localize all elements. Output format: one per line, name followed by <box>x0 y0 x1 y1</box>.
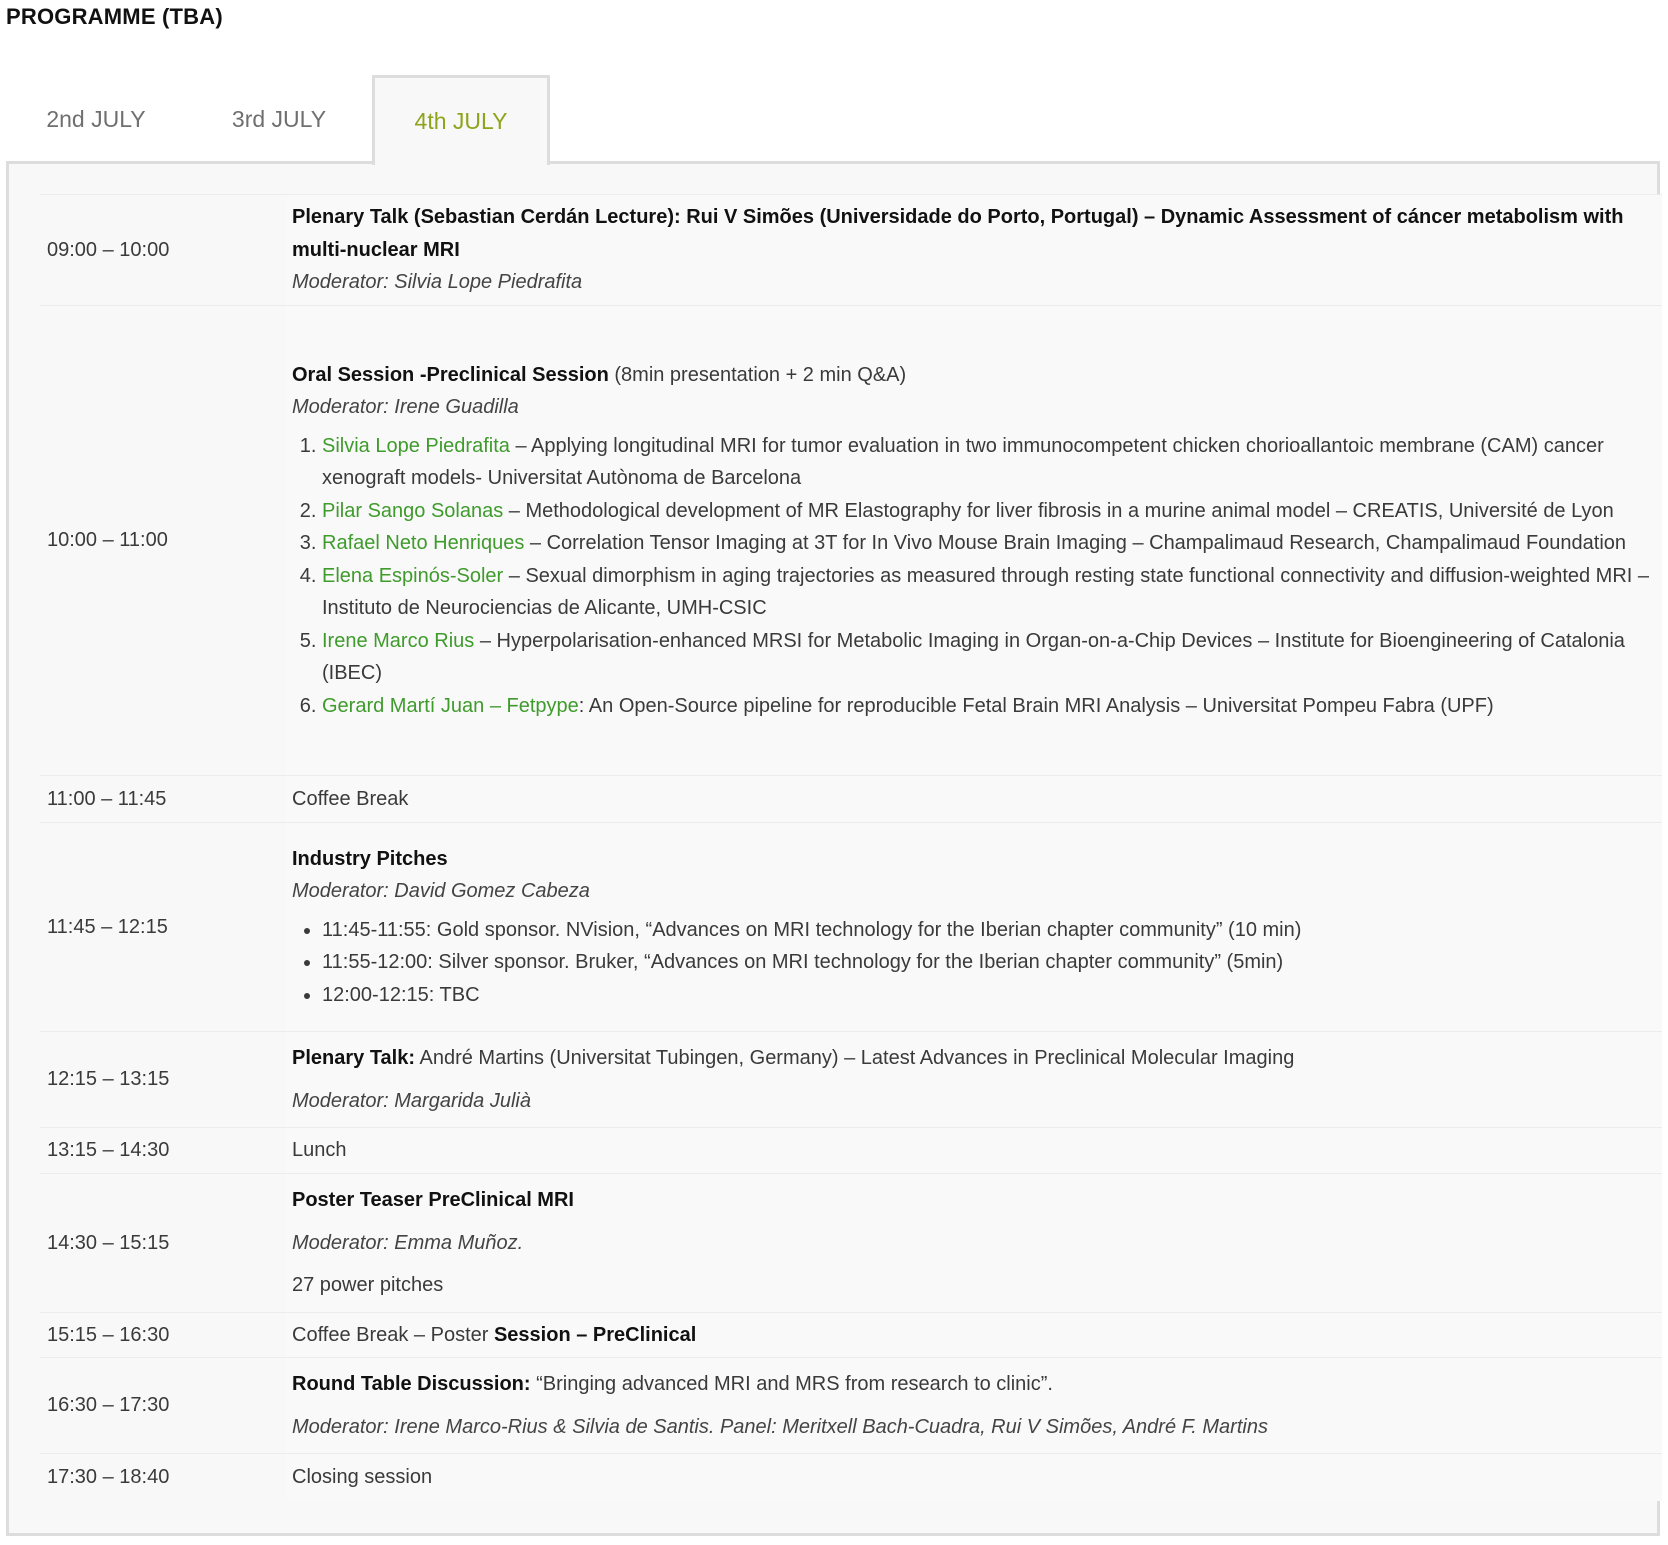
session-cell <box>286 195 1662 306</box>
session-bold-text: Session – PreClinical <box>493 1323 697 1346</box>
list-item: • 12:00-12:15: TBC <box>322 979 1652 1012</box>
list-item: • 11:55-12:00: Silver sponsor. Bruker, “Advances on MRI technology for the Iberian chapter community” (5min) <box>322 946 1652 979</box>
table-row <box>40 1358 1662 1454</box>
tab-2nd-july[interactable]: 2nd JULY <box>46 106 146 132</box>
page-title: PROGRAMME (TBA) <box>6 4 223 29</box>
list-item <box>322 560 1652 625</box>
time-cell: 12:15 – 13:15 <box>40 1032 286 1128</box>
session-cell <box>286 823 1662 1032</box>
speaker-link[interactable]: Gerard Martí Juan – Fetpype <box>322 694 579 717</box>
session-note: 27 power pitches <box>292 1274 444 1297</box>
speaker-link[interactable]: Irene Marco Rius <box>322 629 475 652</box>
session-text: Coffee Break <box>286 776 1662 823</box>
session-title-suffix: André Martins (Universitat Tubingen, Germany) – Latest Advances in Preclinical Molecular Imaging <box>415 1047 1295 1069</box>
time-cell: 11:45 – 12:15 <box>40 823 286 1032</box>
session-heading <box>292 359 1652 392</box>
moderator: Moderator: Silvia Lope Piedrafita <box>292 271 583 294</box>
table-row <box>40 823 1662 1032</box>
moderator: Moderator: Margarida Julià <box>292 1089 531 1112</box>
session-cell <box>286 1313 1662 1358</box>
talk-text: – Hyperpolarisation-enhanced MRSI for Metabolic Imaging in Organ-on-a-Chip Devices – Institute for Bioengineering of Catalonia (IBEC) <box>322 629 1625 685</box>
session-title-suffix: (8min presentation + 2 min Q&A) <box>608 363 907 386</box>
tab-3rd-july[interactable]: 3rd JULY <box>231 106 327 132</box>
session-title: Plenary Talk: <box>292 1047 416 1069</box>
time-cell: 10:00 – 11:00 <box>40 306 286 776</box>
talk-text: – Correlation Tensor Imaging at 3T for In Vivo Mouse Brain Imaging – Champalimaud Research, Champalimaud Foundation <box>524 532 1627 555</box>
list-item: • 11:45-11:55: Gold sponsor. NVision, “Advances on MRI technology for the Iberian chapter community” (10 min) <box>322 914 1652 947</box>
table-row <box>40 1032 1662 1128</box>
table-row <box>40 776 1662 823</box>
talk-text: – Methodological development of MR Elastography for liver fibrosis in a murine animal model – CREATIS, Université de Lyon <box>503 499 1614 522</box>
table-row <box>40 1313 1662 1358</box>
tab-4th-july-active[interactable]: 4th JULY <box>372 75 550 165</box>
session-title: Poster Teaser PreClinical MRI <box>292 1189 574 1212</box>
time-cell: 14:30 – 15:15 <box>40 1174 286 1313</box>
moderator: Moderator: Irene Marco-Rius & Silvia de Santis. Panel: Meritxell Bach-Cuadra, Rui V Simões, André F. Martins <box>292 1415 1268 1438</box>
session-text: Lunch <box>286 1128 1662 1174</box>
speaker-link[interactable]: Silvia Lope Piedrafita <box>322 434 510 457</box>
moderator: Moderator: Irene Guadilla <box>292 396 519 419</box>
time-cell: 09:00 – 10:00 <box>40 195 286 306</box>
session-heading <box>292 1368 1652 1401</box>
speaker-link[interactable]: Rafael Neto Henriques <box>322 532 525 555</box>
list-item <box>322 690 1652 723</box>
session-cell <box>286 306 1662 776</box>
pitch-list <box>292 914 1652 1012</box>
time-cell: 13:15 – 14:30 <box>40 1128 286 1174</box>
session-text: Coffee Break – Poster <box>292 1323 494 1346</box>
session-title: Round Table Discussion: <box>292 1373 531 1395</box>
table-row <box>40 1128 1662 1174</box>
time-cell: 11:00 – 11:45 <box>40 776 286 823</box>
moderator: Moderator: Emma Muñoz. <box>292 1231 524 1254</box>
day-tabs <box>6 75 550 164</box>
session-cell <box>286 1174 1662 1313</box>
speaker-link[interactable]: Elena Espinós-Soler <box>322 564 504 587</box>
speaker-link[interactable]: Pilar Sango Solanas <box>322 499 504 522</box>
moderator: Moderator: David Gomez Cabeza <box>292 880 590 903</box>
schedule-table <box>40 194 1662 1501</box>
time-cell: 16:30 – 17:30 <box>40 1358 286 1454</box>
list-item <box>322 625 1652 690</box>
schedule-panel <box>6 161 1660 1536</box>
table-row <box>40 195 1662 306</box>
list-item <box>322 495 1652 528</box>
talk-text: – Applying longitudinal MRI for tumor evaluation in two immunocompetent chicken chorioallantoic membrane (CAM) cancer xenograft models- Universitat Autònoma de Barcelona <box>322 434 1604 490</box>
session-title: Oral Session -Preclinical Session <box>292 363 609 386</box>
session-text: Closing session <box>286 1454 1662 1501</box>
talk-text: : An Open-Source pipeline for reproducible Fetal Brain MRI Analysis – Universitat Pompeu Fabra (UPF) <box>578 694 1494 717</box>
talk-list <box>292 430 1652 723</box>
session-heading <box>292 1042 1652 1075</box>
session-title: Plenary Talk (Sebastian Cerdán Lecture): Rui V Simões (Universidade do Porto, Portugal) – Dynamic Assessment of cáncer metabolism with multi-nuclear MRI <box>292 206 1624 261</box>
time-cell: 15:15 – 16:30 <box>40 1313 286 1358</box>
session-title: Industry Pitches <box>292 847 448 870</box>
session-cell <box>286 1032 1662 1128</box>
session-title-suffix: “Bringing advanced MRI and MRS from research to clinic”. <box>530 1373 1053 1395</box>
list-item <box>322 430 1652 495</box>
list-item <box>322 527 1652 560</box>
time-cell: 17:30 – 18:40 <box>40 1454 286 1501</box>
table-row <box>40 1174 1662 1313</box>
table-row <box>40 306 1662 776</box>
table-row <box>40 1454 1662 1501</box>
talk-text: – Sexual dimorphism in aging trajectories as measured through resting state functional connectivity and diffusion-weighted MRI – Instituto de Neurociencias de Alicante, UMH-CSIC <box>322 564 1650 620</box>
session-cell <box>286 1358 1662 1454</box>
